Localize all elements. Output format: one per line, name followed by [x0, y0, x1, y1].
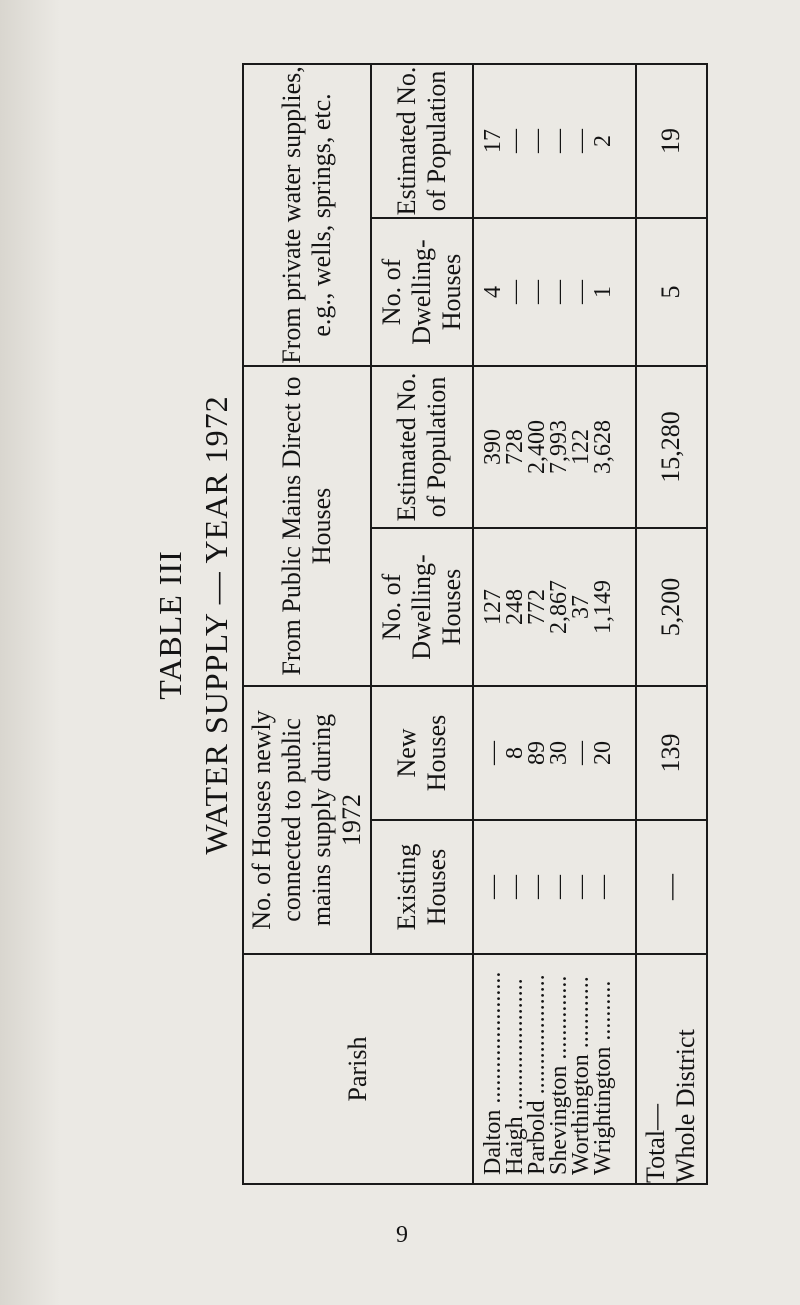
private-population-column	[473, 64, 636, 218]
total-label-line2: Whole District	[671, 1029, 701, 1183]
new-houses-value: 20	[590, 741, 616, 765]
header-new-connected: No. of Houses newly connected to public mains supply during 1972	[243, 686, 371, 954]
total-label-line1: Total—	[641, 1103, 671, 1183]
total-private-houses: 5	[636, 218, 707, 366]
existing-houses-value: —	[524, 875, 550, 899]
mains-houses-value: 127	[480, 588, 506, 625]
total-existing: —	[636, 820, 707, 954]
existing-houses-value: —	[590, 875, 616, 899]
private-houses-value: 1	[590, 285, 616, 298]
table-subtitle: WATER SUPPLY — YEAR 1972	[198, 395, 234, 855]
total-mains-population: 15,280	[636, 366, 707, 528]
parish-name: Shevington ..............	[546, 975, 572, 1175]
private-population-value: —	[524, 128, 550, 153]
table-body-row	[473, 64, 636, 1184]
private-population-value: 17	[480, 128, 506, 153]
total-mains-houses: 5,200	[636, 528, 707, 686]
new-houses-value: —	[568, 741, 594, 765]
mains-population-column	[473, 366, 636, 528]
mains-houses-value: 248	[502, 588, 528, 625]
mains-population-value: 7,993	[546, 419, 572, 474]
private-houses-value: —	[568, 279, 594, 304]
mains-population-value: 2,400	[524, 419, 550, 474]
private-population-value: 2	[590, 134, 616, 147]
private-houses-value: —	[502, 279, 528, 304]
private-houses-column	[473, 218, 636, 366]
private-houses-value: —	[546, 279, 572, 304]
total-row	[636, 64, 707, 1184]
private-population-value: —	[546, 128, 572, 153]
parish-name: Parbold ....................	[524, 974, 550, 1175]
header-private-supplies: From private water supplies, e.g., wells, springs, etc.	[243, 64, 371, 366]
parish-name: Worthington ............	[568, 976, 594, 1175]
private-houses-value: —	[524, 279, 550, 304]
mains-houses-value: 37	[568, 594, 594, 619]
private-houses-value: 4	[480, 285, 506, 298]
mains-population-value: 122	[568, 428, 594, 465]
mains-houses-column	[473, 528, 636, 686]
existing-houses-value: —	[480, 875, 506, 899]
page-number: 9	[396, 1222, 408, 1248]
new-houses-value: —	[480, 741, 506, 765]
total-private-population: 19	[636, 64, 707, 218]
page-edge-shadow	[0, 0, 60, 1305]
header-public-mains: From Public Mains Direct to Houses	[243, 366, 371, 686]
header-new-houses: New Houses	[371, 686, 473, 820]
parish-name: Dalton ......................	[480, 971, 506, 1175]
header-parish: Parish	[243, 954, 473, 1184]
total-label	[636, 954, 707, 1184]
header-private-dwelling-houses: No. of Dwelling-Houses	[371, 218, 473, 366]
water-supply-table	[242, 63, 708, 1185]
private-population-value: —	[568, 128, 594, 153]
header-mains-population: Estimated No. of Population	[371, 366, 473, 528]
new-houses-value: 89	[524, 741, 550, 765]
mains-population-value: 390	[480, 428, 506, 465]
existing-houses-value: —	[502, 875, 528, 899]
table-number: TABLE III	[152, 550, 188, 700]
mains-population-value: 728	[502, 428, 528, 465]
private-population-value: —	[502, 128, 528, 153]
existing-houses-value: —	[546, 875, 572, 899]
mains-houses-value: 2,867	[546, 579, 572, 634]
header-existing-houses: Existing Houses	[371, 820, 473, 954]
existing-houses-column	[473, 820, 636, 954]
mains-houses-value: 1,149	[590, 579, 616, 634]
new-houses-column	[473, 686, 636, 820]
parish-name: Wrightington ..........	[590, 980, 616, 1175]
existing-houses-value: —	[568, 875, 594, 899]
total-new: 139	[636, 686, 707, 820]
mains-houses-value: 772	[524, 588, 550, 625]
parish-column	[473, 954, 636, 1184]
new-houses-value: 8	[502, 747, 528, 759]
new-houses-value: 30	[546, 741, 572, 765]
rotated-table-page	[150, 65, 708, 1185]
mains-population-value: 3,628	[590, 419, 616, 474]
parish-name: Haigh ......................	[502, 978, 528, 1175]
header-private-population: Estimated No. of Population	[371, 64, 473, 218]
table-titles	[150, 65, 240, 1185]
header-mains-dwelling-houses: No. of Dwelling-Houses	[371, 528, 473, 686]
